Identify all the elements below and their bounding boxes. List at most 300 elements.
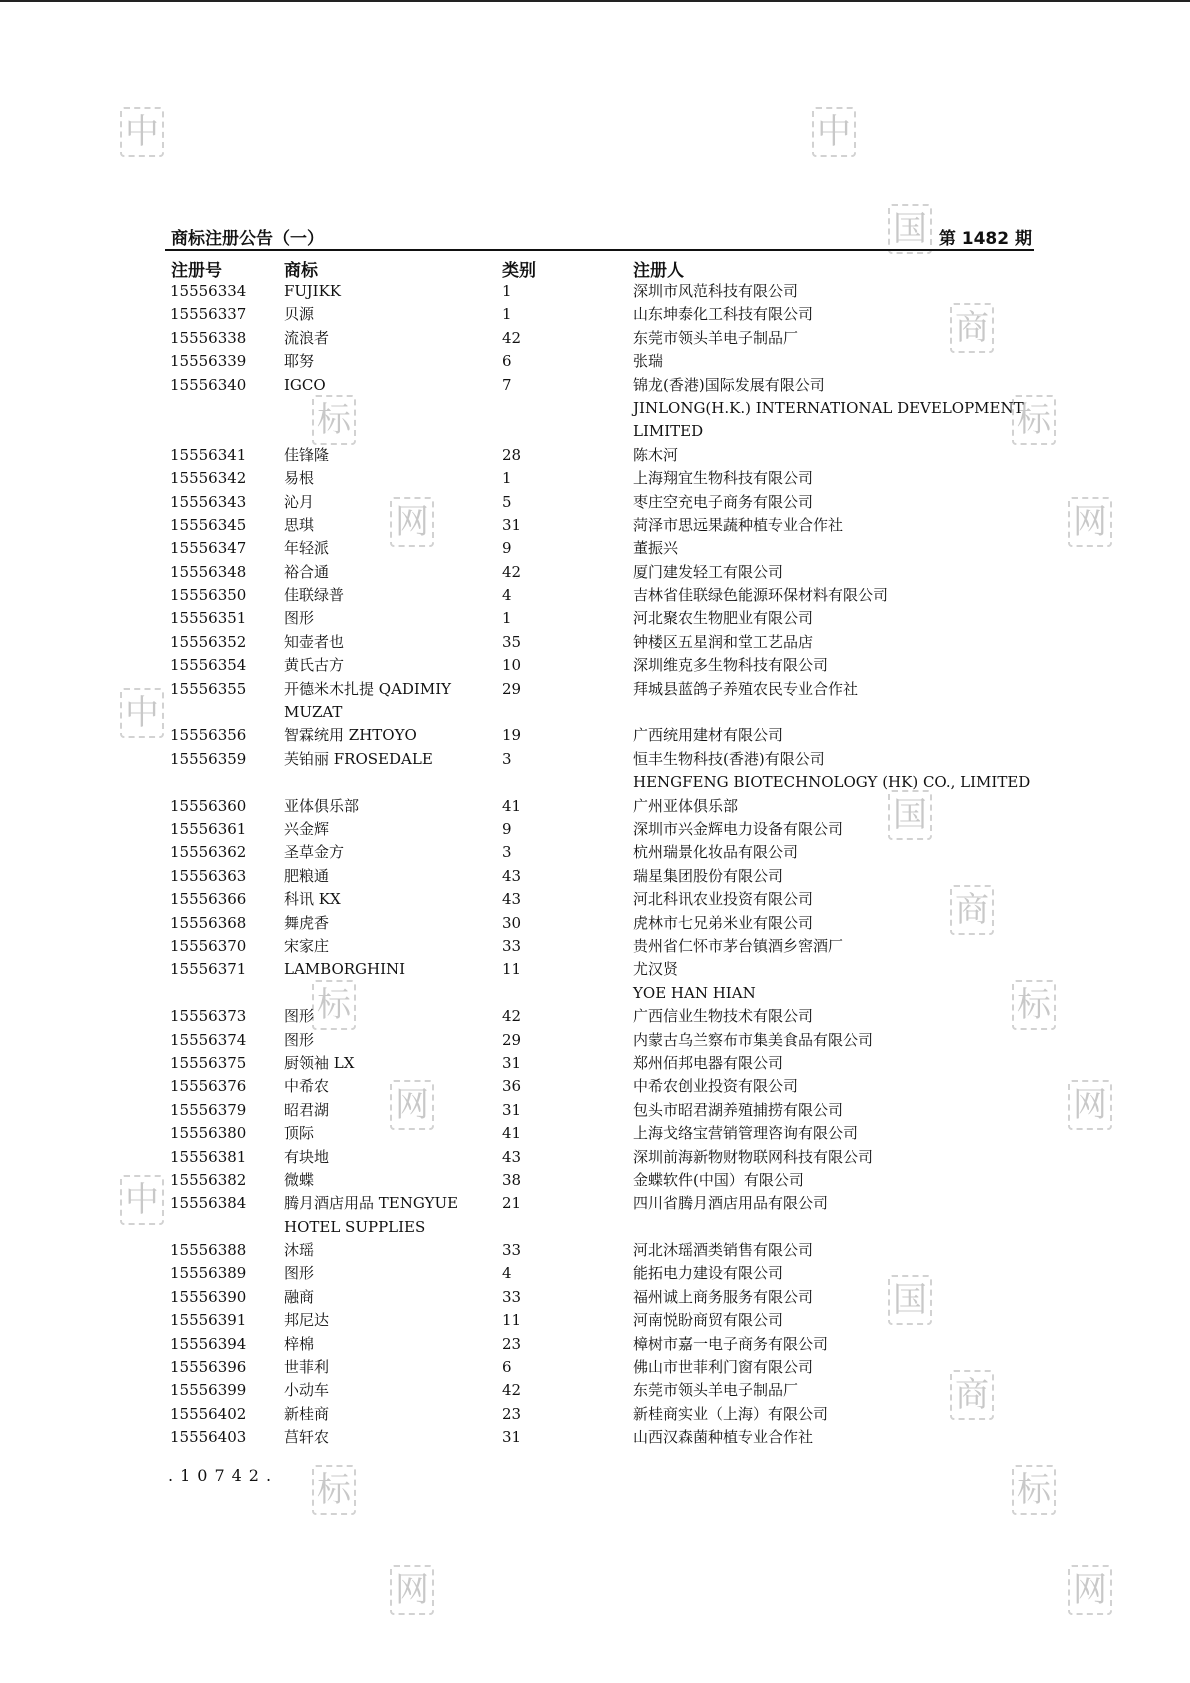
class-cell: 35 [502, 632, 522, 651]
table-row [170, 795, 1030, 818]
trademark-cell: 佳联绿普 [284, 586, 345, 605]
registrant-cell [633, 374, 1024, 444]
reg-no-cell: 15556352 [170, 632, 247, 651]
trademark-cell: IGCO [284, 375, 326, 394]
reg-no-cell: 15556356 [170, 726, 247, 745]
reg-no-cell: 15556351 [170, 609, 247, 628]
class-cell: 31 [502, 1100, 522, 1119]
registrant-cell [633, 724, 783, 747]
trademark-cell: 智霖统用 ZHTOYO [284, 726, 417, 745]
reg-no-cell: 15556402 [170, 1404, 247, 1423]
registrant-cell [633, 865, 783, 888]
registrant-line: 广西统用建材有限公司 [633, 726, 784, 745]
reg-no-cell: 15556337 [170, 305, 247, 324]
class-cell: 3 [502, 749, 512, 768]
class-cell: 1 [502, 609, 512, 628]
table-row [170, 584, 1030, 607]
reg-no-cell: 15556384 [170, 1194, 247, 1213]
table-row [170, 912, 1030, 935]
watermark-biao-5: 标 [312, 1465, 356, 1515]
class-cell: 6 [502, 1358, 512, 1377]
registrant-line: 东莞市领头羊电子制品厂 [633, 1381, 799, 1400]
trademark-cell: 昭君湖 [284, 1100, 330, 1119]
registrant-cell [633, 1052, 783, 1075]
registrant-line: 上海翔宜生物科技有限公司 [633, 469, 814, 488]
header-divider [165, 249, 1034, 251]
registrant-cell [633, 1169, 804, 1192]
reg-no-cell: 15556390 [170, 1287, 247, 1306]
registrant-cell [633, 467, 813, 490]
registrant-cell [633, 327, 798, 350]
table-row [170, 1192, 1030, 1239]
bulletin-title: 商标注册公告（一） [171, 229, 324, 249]
registrant-line: 吉林省佳联绿色能源环保材料有限公司 [633, 586, 889, 605]
registrant-cell [633, 514, 843, 537]
watermark-guo-3: 国 [888, 1275, 932, 1325]
class-cell: 42 [502, 562, 522, 581]
registrant-cell [633, 1426, 813, 1449]
reg-no-cell: 15556382 [170, 1170, 247, 1189]
registrant-cell [633, 1286, 813, 1309]
class-cell: 28 [502, 445, 522, 464]
registrant-cell [633, 654, 828, 677]
reg-no-cell: 15556370 [170, 936, 247, 955]
trademark-cell: 世菲利 [284, 1358, 330, 1377]
registrant-line: LIMITED [633, 422, 704, 441]
registrant-cell [633, 678, 858, 701]
watermark-wang-3: 网 [390, 1080, 434, 1130]
table-row [170, 1239, 1030, 1262]
table-row [170, 1146, 1030, 1169]
registrant-cell [633, 1099, 843, 1122]
registrant-cell [633, 841, 798, 864]
watermark-guo-1: 国 [888, 204, 932, 254]
registrant-cell [633, 350, 663, 373]
registrant-line: JINLONG(H.K.) INTERNATIONAL DEVELOPMENT [633, 398, 1024, 417]
table-row [170, 1075, 1030, 1098]
registrant-cell [633, 1356, 813, 1379]
reg-no-cell: 15556343 [170, 492, 247, 511]
registrant-cell [633, 491, 813, 514]
trademark-cell: 顶际 [284, 1124, 315, 1143]
trademark-cell: 宋家庄 [284, 936, 330, 955]
watermark-zhong-3: 中 [120, 688, 164, 738]
class-cell: 42 [502, 1381, 522, 1400]
reg-no-cell: 15556362 [170, 843, 247, 862]
reg-no-cell: 15556342 [170, 469, 247, 488]
table-row [170, 1286, 1030, 1309]
trademark-cell: 开德米木扎提 QADIMIY MUZAT [284, 679, 452, 722]
registrant-line: 深圳维克多生物科技有限公司 [633, 656, 829, 675]
column-header-trademark: 商标 [284, 261, 318, 281]
class-cell: 30 [502, 913, 522, 932]
registrant-cell [633, 1029, 873, 1052]
table-row [170, 1403, 1030, 1426]
column-header-reg-no: 注册号 [171, 261, 222, 281]
registrant-line: 虎林市七兄弟米业有限公司 [633, 913, 814, 932]
top-border [0, 0, 1190, 2]
class-cell: 19 [502, 726, 522, 745]
registrant-cell [633, 1333, 828, 1356]
watermark-biao-1: 标 [312, 395, 356, 445]
reg-no-cell: 15556403 [170, 1428, 247, 1447]
registrant-cell [633, 1005, 813, 1028]
table-row [170, 1169, 1030, 1192]
registrant-line: YOE HAN HIAN [633, 983, 756, 1002]
reg-no-cell: 15556355 [170, 679, 247, 698]
reg-no-cell: 15556376 [170, 1077, 247, 1096]
watermark-wang-4: 网 [1068, 1080, 1112, 1130]
reg-no-cell: 15556399 [170, 1381, 247, 1400]
registrant-line: 包头市昭君湖养殖捕捞有限公司 [633, 1100, 844, 1119]
trademark-cell: 年轻派 [284, 539, 330, 558]
trademark-cell: 贝源 [284, 305, 315, 324]
registrant-line: 能拓电力建设有限公司 [633, 1264, 784, 1283]
registrant-line: 内蒙古乌兰察布市集美食品有限公司 [633, 1030, 874, 1049]
registrant-cell [633, 537, 678, 560]
class-cell: 41 [502, 796, 522, 815]
registrant-line: 尤汉贤 [633, 960, 679, 979]
table-row [170, 350, 1030, 373]
registrant-cell [633, 935, 843, 958]
class-cell: 33 [502, 1241, 522, 1260]
reg-no-cell: 15556368 [170, 913, 247, 932]
registrant-line: 深圳市风范科技有限公司 [633, 282, 799, 300]
class-cell: 43 [502, 866, 522, 885]
reg-no-cell: 15556334 [170, 282, 247, 300]
trademark-cell: 微蝶 [284, 1170, 315, 1189]
trademark-cell: 耶努 [284, 352, 315, 371]
registrant-line: 锦龙(香港)国际发展有限公司 [633, 375, 825, 394]
class-cell: 31 [502, 1428, 522, 1447]
registrant-line: 山西汉森菌种植专业合作社 [633, 1428, 814, 1447]
watermark-biao-2: 标 [1012, 395, 1056, 445]
reg-no-cell: 15556375 [170, 1053, 247, 1072]
registrant-line: 东莞市领头羊电子制品厂 [633, 328, 799, 347]
watermark-biao-4: 标 [1012, 980, 1056, 1030]
registrant-cell [633, 1075, 798, 1098]
class-cell: 4 [502, 1264, 512, 1283]
registrant-line: 张瑞 [633, 352, 664, 371]
registrant-cell [633, 818, 843, 841]
watermark-shang-3: 商 [950, 1370, 994, 1420]
registrant-line: 福州诚上商务服务有限公司 [633, 1287, 814, 1306]
table-row [170, 1099, 1030, 1122]
class-cell: 1 [502, 305, 512, 324]
table-row [170, 654, 1030, 677]
registrant-line: 瑞星集团股份有限公司 [633, 866, 784, 885]
trademark-cell: 肥粮通 [284, 866, 330, 885]
reg-no-cell: 15556373 [170, 1007, 247, 1026]
registrant-line: 中希农创业投资有限公司 [633, 1077, 799, 1096]
registrant-cell [633, 607, 813, 630]
reg-no-cell: 15556359 [170, 749, 247, 768]
registrant-line: 河南悦盼商贸有限公司 [633, 1311, 784, 1330]
watermark-zhong-4: 中 [120, 1175, 164, 1225]
trademark-cell: 流浪者 [284, 328, 330, 347]
registrant-cell [633, 888, 813, 911]
reg-no-cell: 15556394 [170, 1334, 247, 1353]
registrant-cell [633, 561, 783, 584]
registrant-line: 陈木河 [633, 445, 679, 464]
table-row [170, 1309, 1030, 1332]
registrant-cell [633, 303, 813, 326]
watermark-wang-5: 网 [390, 1565, 434, 1615]
watermark-biao-3: 标 [312, 980, 356, 1030]
table-row [170, 1333, 1030, 1356]
table-row [170, 888, 1030, 911]
page-number: .10742. [168, 1466, 279, 1485]
trademark-cell: 邦尼达 [284, 1311, 330, 1330]
class-cell: 33 [502, 1287, 522, 1306]
trademark-cell: 图形 [284, 1007, 315, 1026]
reg-no-cell: 15556354 [170, 656, 247, 675]
registrant-line: 深圳市兴金辉电力设备有限公司 [633, 820, 844, 839]
watermark-zhong-1: 中 [120, 107, 164, 157]
registrant-line: 贵州省仁怀市茅台镇酒乡窖酒厂 [633, 936, 844, 955]
trademark-cell: 梓棉 [284, 1334, 315, 1353]
class-cell: 7 [502, 375, 512, 394]
table-row [170, 1005, 1030, 1028]
registrant-line: 新桂商实业（上海）有限公司 [633, 1404, 829, 1423]
table-row [170, 678, 1030, 725]
trademark-cell: 兴金辉 [284, 820, 330, 839]
reg-no-cell: 15556347 [170, 539, 247, 558]
table-row [170, 514, 1030, 537]
trademark-cell: 沐瑶 [284, 1241, 315, 1260]
column-header-registrant: 注册人 [633, 261, 684, 281]
class-cell: 29 [502, 679, 522, 698]
table-row [170, 748, 1030, 795]
reg-no-cell: 15556388 [170, 1241, 247, 1260]
registrant-line: 菏泽市思远果蔬种植专业合作社 [633, 515, 844, 534]
trademark-cell: 圣草金方 [284, 843, 345, 862]
reg-no-cell: 15556389 [170, 1264, 247, 1283]
reg-no-cell: 15556350 [170, 586, 247, 605]
trademark-cell: 有块地 [284, 1147, 330, 1166]
registrant-cell [633, 444, 678, 467]
trademark-cell: 易根 [284, 469, 315, 488]
table-row [170, 303, 1030, 326]
reg-no-cell: 15556381 [170, 1147, 247, 1166]
reg-no-cell: 15556360 [170, 796, 247, 815]
registrant-line: 拜城县蓝鸽子养殖农民专业合作社 [633, 679, 859, 698]
reg-no-cell: 15556363 [170, 866, 247, 885]
reg-no-cell: 15556338 [170, 328, 247, 347]
registrant-line: 郑州佰邦电器有限公司 [633, 1053, 784, 1072]
table-row [170, 724, 1030, 747]
trademark-cell: 图形 [284, 1030, 315, 1049]
watermark-guo-2: 国 [888, 790, 932, 840]
trademark-cell: 科讯 KX [284, 890, 341, 909]
table-row [170, 537, 1030, 560]
registrant-cell [633, 795, 738, 818]
class-cell: 31 [502, 1053, 522, 1072]
class-cell: 33 [502, 936, 522, 955]
reg-no-cell: 15556339 [170, 352, 247, 371]
trademark-cell: 新桂商 [284, 1404, 330, 1423]
page-header [170, 224, 1032, 250]
class-cell: 43 [502, 890, 522, 909]
registrant-cell [633, 1309, 783, 1332]
registrant-cell [633, 1192, 828, 1215]
registrant-line: 金蝶软件(中国）有限公司 [633, 1170, 804, 1189]
class-cell: 1 [502, 469, 512, 488]
registrant-line: 樟树市嘉一电子商务有限公司 [633, 1334, 829, 1353]
table-row [170, 1379, 1030, 1402]
trademark-cell: LAMBORGHINI [284, 960, 406, 979]
class-cell: 1 [502, 282, 512, 300]
class-cell: 9 [502, 820, 512, 839]
trademark-cell: 图形 [284, 1264, 315, 1283]
trademark-cell: 沁月 [284, 492, 315, 511]
table-row [170, 561, 1030, 584]
class-cell: 9 [502, 539, 512, 558]
watermark-biao-6: 标 [1012, 1465, 1056, 1515]
registration-table [170, 280, 1030, 1450]
registrant-cell [633, 748, 1030, 795]
table-row [170, 280, 1030, 303]
registrant-line: 恒丰生物科技(香港)有限公司 [633, 749, 825, 768]
table-row [170, 491, 1030, 514]
table-row [170, 818, 1030, 841]
registrant-line: 河北沐瑶酒类销售有限公司 [633, 1241, 814, 1260]
registrant-line: 广州亚体俱乐部 [633, 796, 739, 815]
watermark-wang-2: 网 [1068, 497, 1112, 547]
registrant-line: 四川省腾月酒店用品有限公司 [633, 1194, 829, 1213]
registrant-cell [633, 631, 813, 654]
table-row [170, 1262, 1030, 1285]
class-cell: 23 [502, 1404, 522, 1423]
reg-no-cell: 15556366 [170, 890, 247, 909]
registrant-line: 山东坤泰化工科技有限公司 [633, 305, 814, 324]
column-header-class: 类别 [502, 261, 536, 281]
table-row [170, 1356, 1030, 1379]
class-cell: 38 [502, 1170, 522, 1189]
trademark-cell: FUJIKK [284, 282, 341, 300]
class-cell: 36 [502, 1077, 522, 1096]
registrant-cell [633, 280, 798, 303]
table-row [170, 444, 1030, 467]
reg-no-cell: 15556340 [170, 375, 247, 394]
issue-number: 第 1482 期 [938, 229, 1032, 249]
trademark-cell: 舞虎香 [284, 913, 330, 932]
registrant-line: 钟楼区五星润和堂工艺品店 [633, 632, 814, 651]
reg-no-cell: 15556361 [170, 820, 247, 839]
registrant-line: 河北聚农生物肥业有限公司 [633, 609, 814, 628]
class-cell: 23 [502, 1334, 522, 1353]
table-row [170, 631, 1030, 654]
table-row [170, 865, 1030, 888]
class-cell: 21 [502, 1194, 522, 1213]
watermark-shang-2: 商 [950, 885, 994, 935]
watermark-shang-1: 商 [950, 303, 994, 353]
registrant-line: HENGFENG BIOTECHNOLOGY (HK) CO., LIMITED [633, 773, 1031, 792]
table-row [170, 841, 1030, 864]
table-row [170, 1029, 1030, 1052]
table-row [170, 327, 1030, 350]
class-cell: 10 [502, 656, 522, 675]
trademark-cell: 黄氏古方 [284, 656, 345, 675]
registrant-cell [633, 912, 813, 935]
class-cell: 4 [502, 586, 512, 605]
registrant-line: 上海戈络宝营销管理咨询有限公司 [633, 1124, 859, 1143]
table-row [170, 935, 1030, 958]
reg-no-cell: 15556379 [170, 1100, 247, 1119]
registrant-line: 枣庄空充电子商务有限公司 [633, 492, 814, 511]
reg-no-cell: 15556341 [170, 445, 247, 464]
class-cell: 6 [502, 352, 512, 371]
reg-no-cell: 15556348 [170, 562, 247, 581]
trademark-cell: 裕合通 [284, 562, 330, 581]
registrant-line: 厦门建发轻工有限公司 [633, 562, 784, 581]
registrant-cell [633, 1122, 858, 1145]
registrant-line: 河北科讯农业投资有限公司 [633, 890, 814, 909]
trademark-cell: 小动车 [284, 1381, 330, 1400]
trademark-cell: 知壶者也 [284, 632, 345, 651]
registrant-cell [633, 584, 888, 607]
trademark-cell: 厨领袖 LX [284, 1053, 355, 1072]
reg-no-cell: 15556371 [170, 960, 247, 979]
trademark-cell: 芙铂丽 FROSEDALE [284, 749, 433, 768]
table-row [170, 1426, 1030, 1449]
trademark-cell: 佳锋隆 [284, 445, 330, 464]
class-cell: 29 [502, 1030, 522, 1049]
class-cell: 42 [502, 1007, 522, 1026]
trademark-cell: 腾月酒店用品 TENGYUE HOTEL SUPPLIES [284, 1194, 459, 1236]
class-cell: 43 [502, 1147, 522, 1166]
trademark-cell: 亚体俱乐部 [284, 796, 360, 815]
registrant-line: 深圳前海新物财物联网科技有限公司 [633, 1147, 874, 1166]
table-row [170, 607, 1030, 630]
class-cell: 5 [502, 492, 512, 511]
reg-no-cell: 15556380 [170, 1124, 247, 1143]
table-row [170, 467, 1030, 490]
trademark-cell: 融商 [284, 1287, 315, 1306]
table-row [170, 1052, 1030, 1075]
class-cell: 11 [502, 960, 522, 979]
reg-no-cell: 15556391 [170, 1311, 247, 1330]
registrant-cell [633, 1262, 783, 1285]
watermark-wang-1: 网 [390, 497, 434, 547]
reg-no-cell: 15556374 [170, 1030, 247, 1049]
registrant-line: 广西信业生物技术有限公司 [633, 1007, 814, 1026]
trademark-cell: 中希农 [284, 1077, 330, 1096]
reg-no-cell: 15556396 [170, 1358, 247, 1377]
table-row [170, 958, 1030, 1005]
class-cell: 42 [502, 328, 522, 347]
registrant-cell [633, 958, 756, 1005]
registrant-line: 董振兴 [633, 539, 679, 558]
class-cell: 3 [502, 843, 512, 862]
table-row [170, 1122, 1030, 1145]
registrant-cell [633, 1146, 873, 1169]
watermark-wang-6: 网 [1068, 1565, 1112, 1615]
registrant-line: 杭州瑞景化妆品有限公司 [633, 843, 799, 862]
watermark-zhong-2: 中 [812, 107, 856, 157]
table-row [170, 374, 1030, 444]
trademark-cell: 思琪 [284, 515, 315, 534]
trademark-cell: 莒轩农 [284, 1428, 330, 1447]
registrant-line: 佛山市世菲利门窗有限公司 [633, 1358, 814, 1377]
class-cell: 11 [502, 1311, 522, 1330]
registrant-cell [633, 1403, 828, 1426]
reg-no-cell: 15556345 [170, 515, 247, 534]
class-cell: 31 [502, 515, 522, 534]
class-cell: 41 [502, 1124, 522, 1143]
registrant-cell [633, 1239, 813, 1262]
registrant-cell [633, 1379, 798, 1402]
